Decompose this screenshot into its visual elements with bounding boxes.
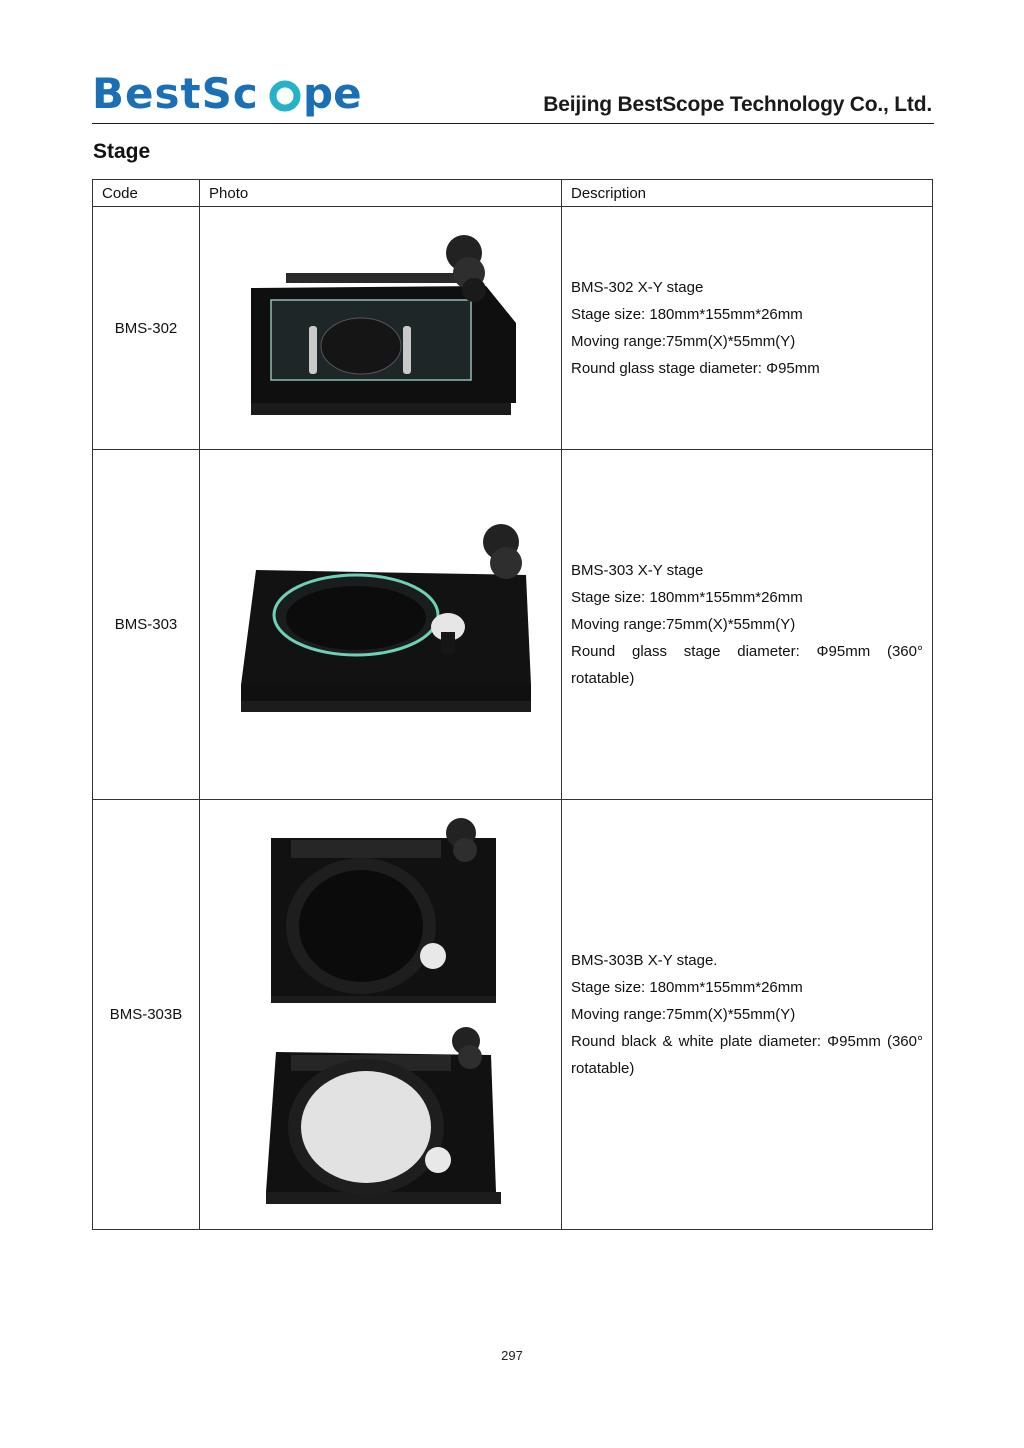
square-glass-stage-photo [200, 228, 561, 428]
table-row [93, 207, 933, 450]
product-photo-cell [200, 207, 562, 450]
table-row [93, 800, 933, 1230]
product-code: BMS-302 [93, 207, 200, 450]
round-glass-stage-photo [200, 520, 561, 730]
page-number: 297 [501, 1348, 523, 1363]
section-title: Stage [93, 140, 151, 163]
description-line: Stage size: 180mm*155mm*26mm [571, 589, 803, 606]
column-header-photo: Photo [200, 180, 562, 207]
description-line: Moving range:75mm(X)*55mm(Y) [571, 616, 796, 633]
company-name: Beijing BestScope Technology Co., Ltd. [543, 93, 932, 116]
product-photo-cell [200, 800, 562, 1230]
description-line: Round glass stage diameter: Φ95mm (360° rotatable) [571, 643, 923, 687]
svg-text:pe: pe [303, 69, 362, 118]
description-line: BMS-303 X-Y stage [571, 562, 704, 579]
header-divider [92, 123, 934, 124]
product-code: BMS-303B [93, 800, 200, 1230]
product-photo-cell [200, 450, 562, 800]
white-plate-stage-photo [200, 1027, 561, 1212]
description-line: BMS-302 X-Y stage [571, 279, 704, 296]
description-line: BMS-303B X-Y stage. [571, 952, 718, 969]
description-line: Round glass stage diameter: Φ95mm [571, 360, 820, 377]
black-plate-stage-photo [200, 818, 561, 1013]
description-line: Round black & white plate diameter: Φ95mm (360° rotatable) [571, 1033, 923, 1077]
product-description [562, 207, 933, 450]
product-code: BMS-303 [93, 450, 200, 800]
bestscope-logo [92, 68, 362, 120]
description-line: Stage size: 180mm*155mm*26mm [571, 306, 803, 323]
description-line: Stage size: 180mm*155mm*26mm [571, 979, 803, 996]
stage-table [92, 179, 933, 1230]
description-line: Moving range:75mm(X)*55mm(Y) [571, 1006, 796, 1023]
column-header-code: Code [93, 180, 200, 207]
product-description [562, 450, 933, 800]
table-header-row [93, 180, 933, 207]
product-description [562, 800, 933, 1230]
table-row [93, 450, 933, 800]
svg-text:BestSc: BestSc [92, 69, 259, 118]
column-header-description: Description [562, 180, 933, 207]
description-line: Moving range:75mm(X)*55mm(Y) [571, 333, 796, 350]
